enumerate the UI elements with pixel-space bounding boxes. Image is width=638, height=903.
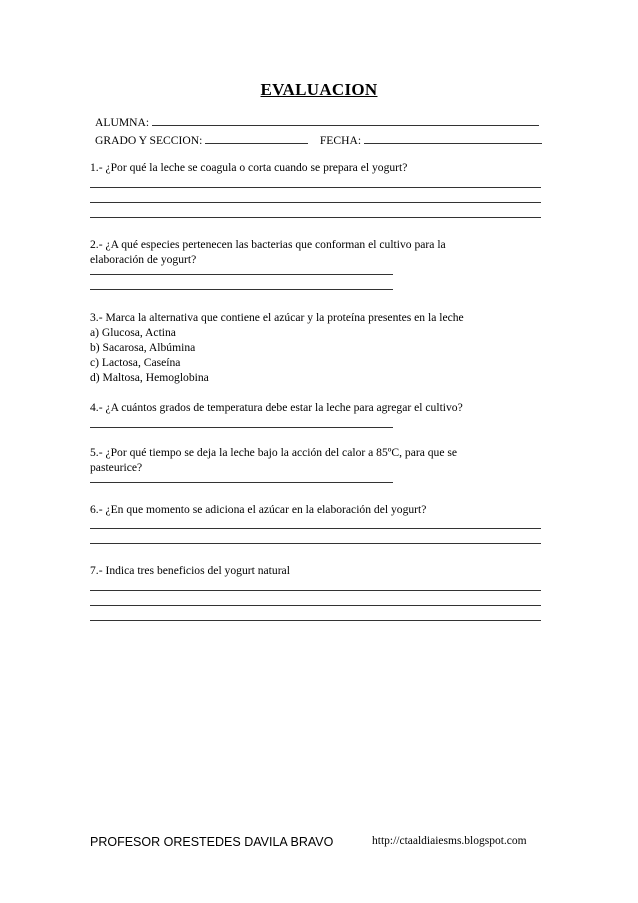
- alumna-field[interactable]: [152, 115, 539, 126]
- grado-label: GRADO Y SECCION:: [95, 134, 203, 147]
- fecha-label: FECHA:: [319, 134, 362, 147]
- answer-line[interactable]: [90, 605, 541, 606]
- question-5: 5.- ¿Por qué tiempo se deja la leche bajo la acción del calor a 85ºC, para que se: [90, 446, 458, 459]
- answer-line[interactable]: [90, 187, 541, 188]
- question-6: 6.- ¿En que momento se adiciona el azúcar en la elaboración del yogurt?: [90, 503, 427, 516]
- question-5-cont: pasteurice?: [90, 461, 143, 474]
- question-4: 4.- ¿A cuántos grados de temperatura debe estar la leche para agregar el cultivo?: [90, 401, 463, 414]
- answer-line[interactable]: [90, 620, 541, 621]
- answer-line[interactable]: [90, 274, 393, 275]
- page-title: EVALUACION: [260, 80, 378, 99]
- option-c[interactable]: c) Lactosa, Caseína: [90, 356, 181, 369]
- answer-line[interactable]: [90, 289, 393, 290]
- question-2-cont: elaboración de yogurt?: [90, 253, 197, 266]
- alumna-label: ALUMNA:: [95, 116, 150, 129]
- answer-line[interactable]: [90, 217, 541, 218]
- footer-author: PROFESOR ORESTEDES DAVILA BRAVO: [90, 835, 334, 849]
- answer-line[interactable]: [90, 543, 541, 544]
- question-1: 1.- ¿Por qué la leche se coagula o corta cuando se prepara el yogurt?: [90, 161, 408, 174]
- grado-field[interactable]: [205, 133, 308, 144]
- alumna-row: [95, 115, 539, 130]
- answer-line[interactable]: [90, 590, 541, 591]
- question-3: 3.- Marca la alternativa que contiene el azúcar y la proteína presentes en la leche: [90, 311, 464, 324]
- answer-line[interactable]: [90, 482, 393, 483]
- answer-line[interactable]: [90, 528, 541, 529]
- answer-line[interactable]: [90, 202, 541, 203]
- option-d[interactable]: d) Maltosa, Hemoglobina: [90, 371, 209, 384]
- fecha-field[interactable]: [364, 133, 542, 144]
- question-2: 2.- ¿A qué especies pertenecen las bacterias que conforman el cultivo para la: [90, 238, 446, 251]
- footer-url[interactable]: http://ctaaldiaiesms.blogspot.com: [372, 835, 527, 847]
- answer-line[interactable]: [90, 427, 393, 428]
- option-b[interactable]: b) Sacarosa, Albúmina: [90, 341, 196, 354]
- option-a[interactable]: a) Glucosa, Actina: [90, 326, 176, 339]
- question-7: 7.- Indica tres beneficios del yogurt natural: [90, 564, 290, 577]
- grado-fecha-row: [95, 133, 542, 148]
